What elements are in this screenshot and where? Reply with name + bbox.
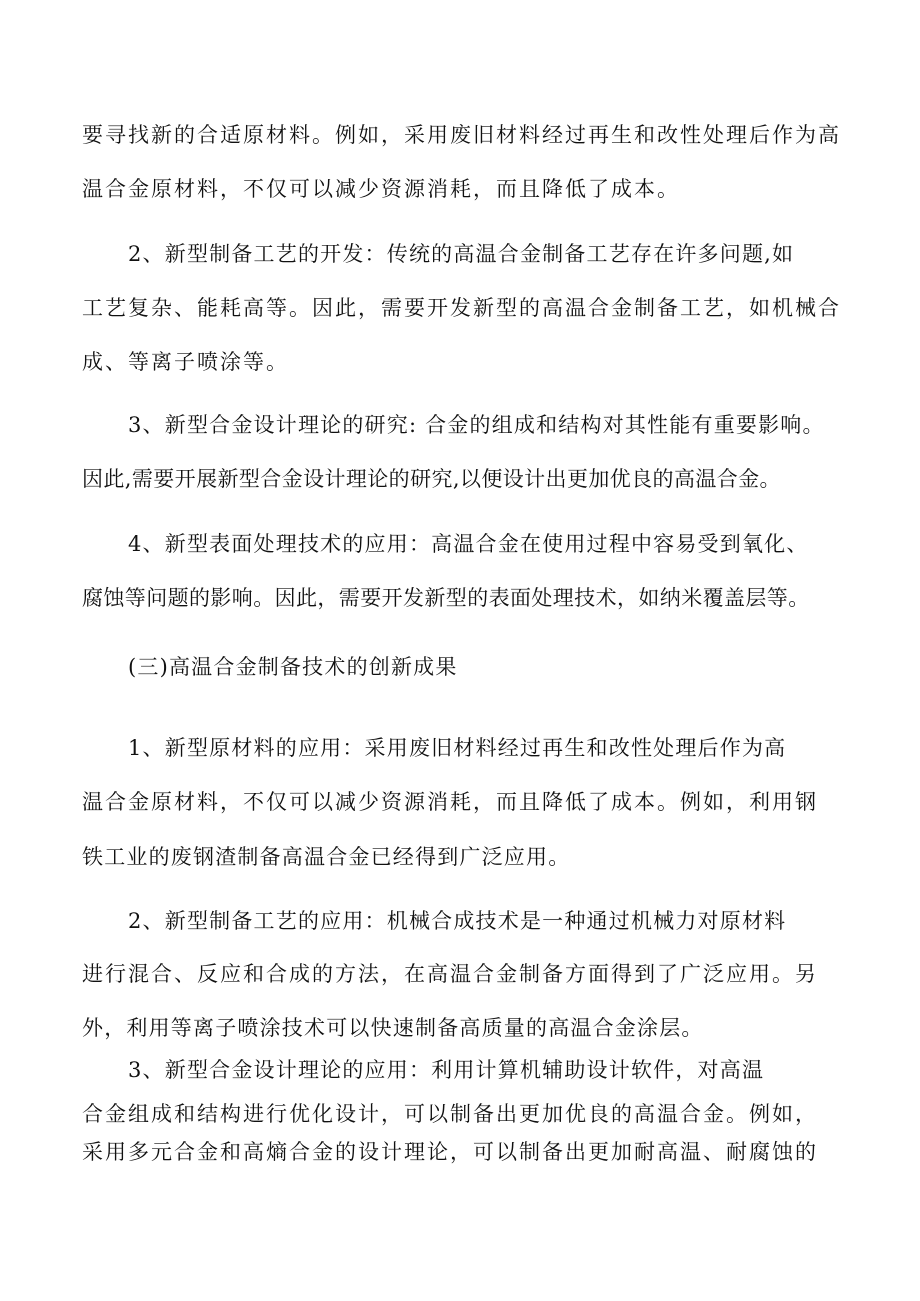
text-line: 4、新型表面处理技术的应用：高温合金在使用过程中容易受到氧化、 [128,532,809,556]
text-line: 外，利用等离子喷涂技术可以快速制备高质量的高温合金涂层。 [82,1016,704,1040]
text-line: 要寻找新的合适原材料。例如，采用废旧材料经过再生和改性处理后作为高 [82,123,841,147]
text-line: 2、新型制备工艺的开发：传统的高温合金制备工艺存在许多问题,如 [128,242,795,266]
section-heading: (三)高温合金制备技术的创新成果 [128,655,458,679]
text-line: 采用多元合金和高熵合金的设计理论，可以制备出更加耐高温、耐腐蚀的 [82,1140,818,1164]
text-line: 因此,需要开展新型合金设计理论的研究,以便设计出更加优良的高温合金。 [82,467,781,491]
text-line: 工艺复杂、能耗高等。因此，需要开发新型的高温合金制备工艺，如机械合 [82,296,841,320]
text-line: 2、新型制备工艺的应用：机械合成技术是一种通过机械力对原材料 [128,909,787,933]
text-line: 铁工业的废钢渣制备高温合金已经得到广泛应用。 [82,845,571,869]
text-line: 成、等离子喷涂等。 [82,350,289,374]
text-line: 3、新型合金设计理论的研究: 合金的组成和结构对其性能有重要影响。 [128,413,825,437]
text-line: 腐蚀等问题的影响。因此，需要开发新型的表面处理技术，如纳米覆盖层等。 [82,586,810,610]
text-line: 合金组成和结构进行优化设计，可以制备出更加优良的高温合金。例如， [82,1102,818,1126]
text-line: 1、新型原材料的应用：采用废旧材料经过再生和改性处理后作为高 [128,736,787,760]
text-line: 3、新型合金设计理论的应用：利用计算机辅助设计软件，对高温 [128,1058,765,1082]
text-line: 温合金原材料，不仅可以减少资源消耗，而且降低了成本。例如，利用钢 [82,790,818,814]
text-line: 进行混合、反应和合成的方法，在高温合金制备方面得到了广泛应用。另 [82,962,818,986]
text-line: 温合金原材料，不仅可以减少资源消耗，而且降低了成本。 [82,177,680,201]
